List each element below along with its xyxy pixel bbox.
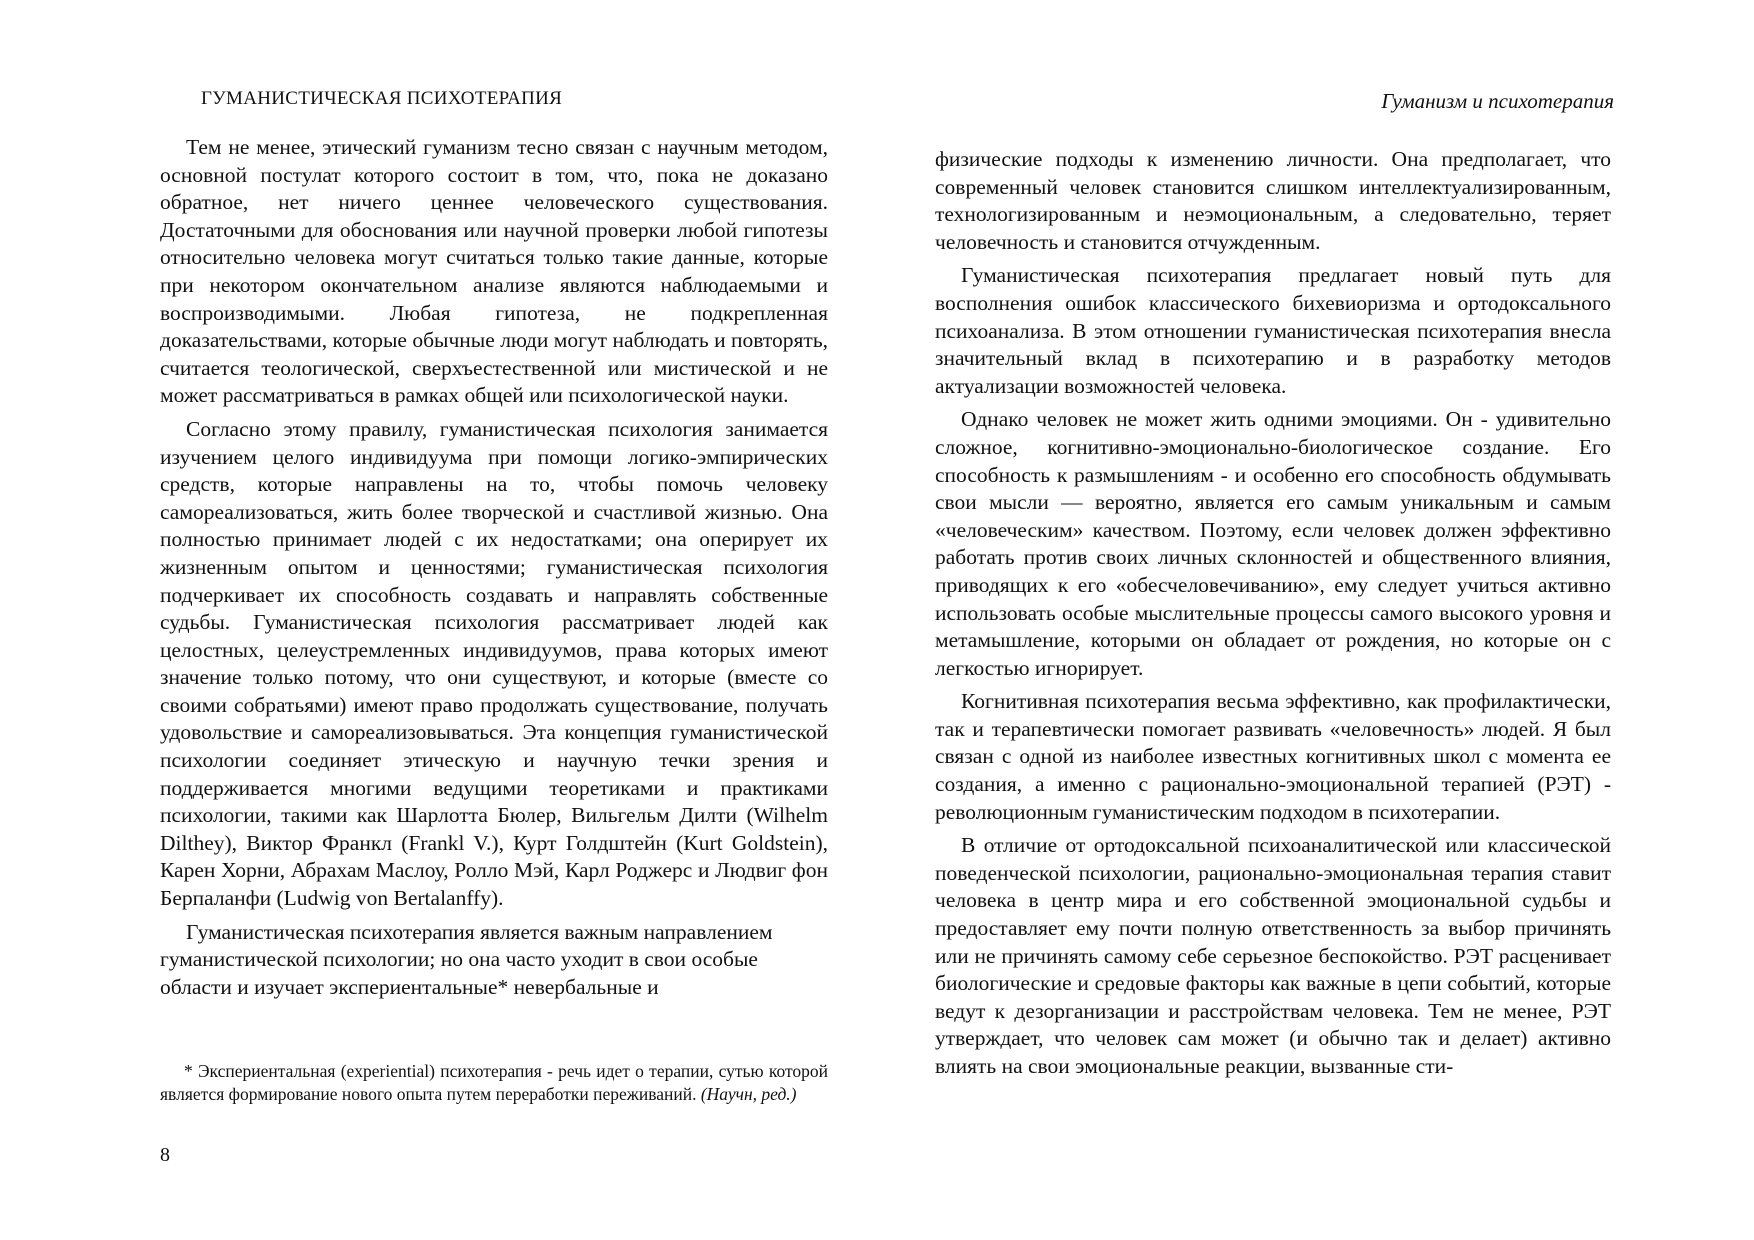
paragraph: Когнитивная психотерапия весьма эффективно, как профилактически, так и терапевтически помогает развивать «человечность» людей. Я был связан с одной из наиболее известных когнитивных школ с момента ее создания, а именно с рационально-эмоциональной терапией (РЭТ) - революционным гуманистическим подходом в психотерапии. — [935, 689, 1611, 824]
right-page — [877, 0, 1754, 1240]
page-number: 8 — [160, 1144, 170, 1166]
footnote-text: * Экспериентальная (experiential) психотерапия - речь идет о терапии, сутью которой является формирование нового опыта путем переработки переживаний. — [160, 1061, 828, 1104]
text-column — [160, 134, 828, 1007]
running-head: ГУМАНИСТИЧЕСКАЯ ПСИХОТЕРАПИЯ — [201, 88, 563, 109]
running-head: Гуманизм и психотерапия — [1381, 89, 1614, 113]
paragraph: Гуманистическая психотерапия предлагает новый путь для восполнения ошибок классического бихевиоризма и ортодоксального психоанализа. В этом отношении гуманистическая психотерапия внесла значительный вклад в психотерапию и в разработку методов актуализации возможностей человека. — [935, 263, 1611, 398]
paragraph: Гуманистическая психотерапия является важным направлением гуманистической психологии; но она часто уходит в свои особые области и изучает экспериентальные* невербальные и — [160, 919, 773, 999]
paragraph: Однако человек не может жить одними эмоциями. Он - удивительно сложное, когнитивно-эмоционально-биологическое создание. Его способность к размышлениям - и особенно его способность обдумывать свои мысли — вероятно, является его самым уникальным и самым «человеческим» качеством. Поэтому, если человек должен эффективно работать против своих личных склонностей и общественного влияния, приводящих к его «обесчеловечиванию», ему следует учиться активно использовать особые мыслительные процессы самого высокого уровня и метамышление, которыми он обладает от рождения, но которые он с легкостью игнорирует. — [935, 407, 1611, 680]
footnote-editor-note: (Научн, ред.) — [700, 1084, 797, 1104]
paragraph-continuation: физические подходы к изменению личности. Она предполагает, что современный человек становится слишком интеллектуализированным, технологизированным и неэмоциональным, а следовательно, теряет человечность и становится отчужденным. — [935, 147, 1611, 254]
footnote — [160, 1060, 828, 1106]
text-column — [935, 146, 1611, 1087]
paragraph: Согласно этому правилу, гуманистическая психология занимается изучением целого индивидуума при помощи логико-эмпирических средств, которые направлены на то, чтобы помочь человеку самореализоваться, жить более творческой и счастливой жизнью. Она полностью принимает людей с их недостатками; она оперирует их жизненным опытом и ценностями; гуманистическая психология подчеркивает их способность создавать и направлять собственные судьбы. Гуманистическая психология рассматривает людей как целостных, целеустремленных индивидуумов, права которых имеют значение только потому, что они существуют, и которые (вместе со своими собратьями) имеют право продолжать существование, получать удовольствие и самореализовываться. Эта концепция гуманистической психологии соединяет этическую и научную течки зрения и поддерживается многими ведущими теоретиками и практиками психологии, такими как Шарлотта Бюлер, Вильгельм Дилти (Wilhelm Dilthey), Виктор Франкл (Frankl V.), Курт Голдштейн (Kurt Goldstein), Карен Хорни, Абрахам Маслоу, Ролло Мэй, Карл Роджерс и Людвиг фон Берпаланфи (Ludwig von Bertalanffy). — [160, 416, 828, 911]
paragraph: В отличие от ортодоксальной психоаналитической или классической поведенческой психологии, рационально-эмоциональная терапия ставит человека в центр мира и его собственной эмоциональной судьбы и предоставляет ему почти полную ответственность за выбор причинять или не причинять самому себе серьезное беспокойство. РЭТ расценивает биологические и средовые факторы как важные в цепи событий, которые ведут к дезорганизации и расстройствам человека. Тем не менее, РЭТ утверждает, что человек сам может (и обычно так и делает) активно влиять на свои эмоциональные реакции, вызванные сти- — [935, 833, 1611, 1078]
paragraph: Тем не менее, этический гуманизм тесно связан с научным методом, основной постулат которого состоит в том, что, пока не доказано обратное, нет ничего ценнее человеческого существования. Достаточными для обоснования или научной проверки любой гипотезы относительно человека могут считаться только такие данные, которые при некотором окончательном анализе являются наблюдаемыми и воспроизводимыми. Любая гипотеза, не подкрепленная доказательствами, которые обычные люди могут наблюдать и повторять, считается теологической, сверхъестественной или мистической и не может рассматриваться в рамках общей или психологической науки. — [160, 135, 828, 408]
